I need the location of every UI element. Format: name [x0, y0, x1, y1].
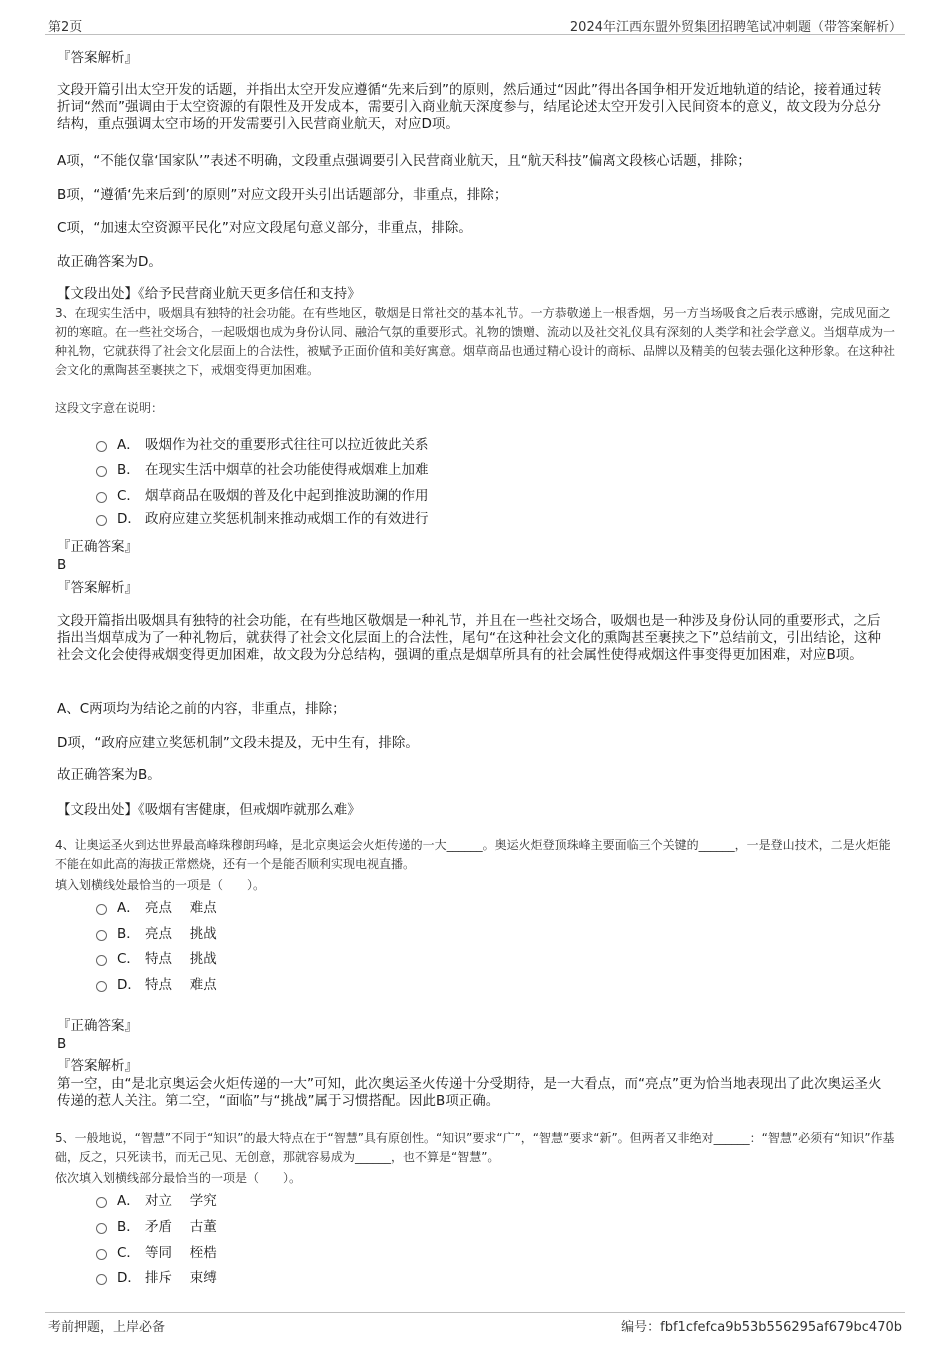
q2-conclusion: 故正确答案为D。 [57, 254, 162, 270]
q5-stem: 5、一般地说，“智慧”不同于“知识”的最大特点在于“智慧”具有原创性。“知识”要求“广”，“智慧”要求“新”。但两者又非绝对______：“智慧”必须有“知识”作基础，反之，只死读书，而无己见、无创意，那就容易成为______，也不算是“智慧”。 [55, 1131, 895, 1164]
q4-answer: B [57, 1036, 67, 1052]
q4-stem: 4、让奥运圣火到达世界最高峰珠穆朗玛峰，是北京奥运会火炬传递的一大______。奥运火炬登顶珠峰主要面临三个关键的______，一是登山技术，二是火炬能不能在如此高的海拔正常燃烧，还有一个是能否顺利实现电视直播。 [55, 838, 891, 871]
radio-button[interactable] [96, 955, 107, 966]
q4-option-b[interactable]: B． 亮点 挑战 [96, 924, 217, 944]
q4-answer-heading: 『正确答案』 [57, 1018, 138, 1034]
q3-answer-heading: 『正确答案』 [57, 539, 138, 555]
page-footer [45, 1312, 905, 1337]
q2-option-c-analysis: C项，“加速太空资源平民化”对应文段尾句意义部分，非重点，排除。 [57, 220, 472, 236]
q2-option-b-analysis: B项，“遵循‘先来后到’的原则”对应文段开头引出话题部分，非重点，排除； [57, 187, 508, 203]
q3-option-d-analysis: D项，“政府应建立奖惩机制”文段未提及，无中生有，排除。 [57, 735, 419, 751]
q4-option-c[interactable]: C． 特点 挑战 [96, 949, 217, 969]
q4-option-d[interactable]: D． 特点 难点 [96, 975, 217, 995]
page-number: 第2页 [48, 20, 83, 35]
radio-button[interactable] [96, 904, 107, 915]
q3-option-d[interactable]: D． 政府应建立奖惩机制来推动戒烟工作的有效进行 [96, 509, 429, 529]
q5-option-a[interactable]: A． 对立 学究 [96, 1191, 217, 1211]
page-header [45, 14, 905, 35]
radio-button[interactable] [96, 1223, 107, 1234]
q3-answer: B [57, 557, 67, 573]
q3-prompt: 这段文字意在说明： [55, 401, 164, 415]
radio-button[interactable] [96, 930, 107, 941]
q5-option-c[interactable]: C． 等同 桎梏 [96, 1243, 217, 1263]
q5-option-d[interactable]: D． 排斥 束缚 [96, 1268, 217, 1288]
q2-analysis-heading: 『答案解析』 [57, 50, 138, 66]
q3-option-c[interactable]: C． 烟草商品在吸烟的普及化中起到推波助澜的作用 [96, 486, 429, 506]
document-title: 2024年江西东盟外贸集团招聘笔试冲刺题（带答案解析） [569, 20, 902, 35]
radio-button[interactable] [96, 1197, 107, 1208]
q3-stem: 3、在现实生活中，吸烟具有独特的社会功能。在有些地区，敬烟是日常社交的基本礼节。一方恭敬递上一根香烟，另一方当场吸食之后表示感谢，完成见面之初的寒暄。在一些社交场合，一起吸烟也成为身份认同、融洽气氛的重要形式。礼物的馈赠、流动以及社交礼仪具有深刻的人类学和社会学意义。当烟草成为一种礼物，它就获得了社会文化层面上的合法性，被赋予正面价值和美好寓意。烟草商品也通过精心设计的商标、品牌以及精美的包装去强化这种形象。在这种社会文化的熏陶甚至裹挟之下，戒烟变得更加困难。 [55, 306, 896, 377]
q2-source: 【文段出处】《给予民营商业航天更多信任和支持》 [57, 286, 361, 302]
q5-option-b[interactable]: B． 矛盾 古董 [96, 1217, 217, 1237]
q5-prompt: 依次填入划横线部分最恰当的一项是（ ）。 [55, 1171, 302, 1185]
q3-analysis-paragraph: 文段开篇指出吸烟具有独特的社会功能，在有些地区敬烟是一种礼节，并且在一些社交场合，吸烟也是一种涉及身份认同的重要形式，之后指出当烟草成为了一种礼物后，就获得了社会文化层面上的合法性，尾句“在这种社会文化的熏陶甚至裹挟之下”总结前文，引出结论，这种社会文化会使得戒烟变得更加困难，故文段为分总结构，强调的重点是烟草所具有的社会属性使得戒烟这件事变得更加困难，对应B项。 [57, 613, 881, 663]
q4-analysis-heading: 『答案解析』 [57, 1058, 138, 1074]
document-id: 编号：fbf1cfefca9b53b556295af679bc470b [621, 1320, 902, 1335]
q3-source: 【文段出处】《吸烟有害健康，但戒烟咋就那么难》 [57, 802, 361, 818]
radio-button[interactable] [96, 1274, 107, 1285]
q4-prompt: 填入划横线处最恰当的一项是（ ）。 [55, 878, 266, 892]
q3-analysis-heading: 『答案解析』 [57, 580, 138, 596]
radio-button[interactable] [96, 492, 107, 503]
q4-option-a[interactable]: A． 亮点 难点 [96, 898, 217, 918]
q3-option-b[interactable]: B． 在现实生活中烟草的社会功能使得戒烟难上加难 [96, 460, 429, 480]
footer-slogan: 考前押题，上岸必备 [48, 1320, 166, 1335]
radio-button[interactable] [96, 441, 107, 452]
q3-conclusion: 故正确答案为B。 [57, 767, 161, 783]
q3-option-a[interactable]: A． 吸烟作为社交的重要形式往往可以拉近彼此关系 [96, 435, 429, 455]
q2-option-a-analysis: A项，“不能仅靠‘国家队’”表述不明确，文段重点强调要引入民营商业航天，且“航天科技”偏离文段核心话题，排除； [57, 153, 751, 169]
radio-button[interactable] [96, 981, 107, 992]
q3-option-ac-analysis: A、C两项均为结论之前的内容，非重点，排除； [57, 701, 346, 717]
radio-button[interactable] [96, 466, 107, 477]
radio-button[interactable] [96, 515, 107, 526]
radio-button[interactable] [96, 1249, 107, 1260]
q2-analysis-paragraph: 文段开篇引出太空开发的话题，并指出太空开发应遵循“先来后到”的原则，然后通过“因此”得出各国争相开发近地轨道的结论，接着通过转折词“然而”强调由于太空资源的有限性及开发成本，需要引入商业航天深度参与，结尾论述太空开发引入民间资本的意义，故文段为分总分结构，重点强调太空市场的开发需要引入民营商业航天，对应D项。 [57, 82, 882, 132]
q4-analysis-paragraph: 第一空，由“是北京奥运会火炬传递的一大”可知，此次奥运圣火传递十分受期待，是一大看点，而“亮点”更为恰当地表现出了此次奥运圣火传递的惹人关注。第二空，“面临”与“挑战”属于习惯搭配。因此B项正确。 [57, 1076, 882, 1109]
